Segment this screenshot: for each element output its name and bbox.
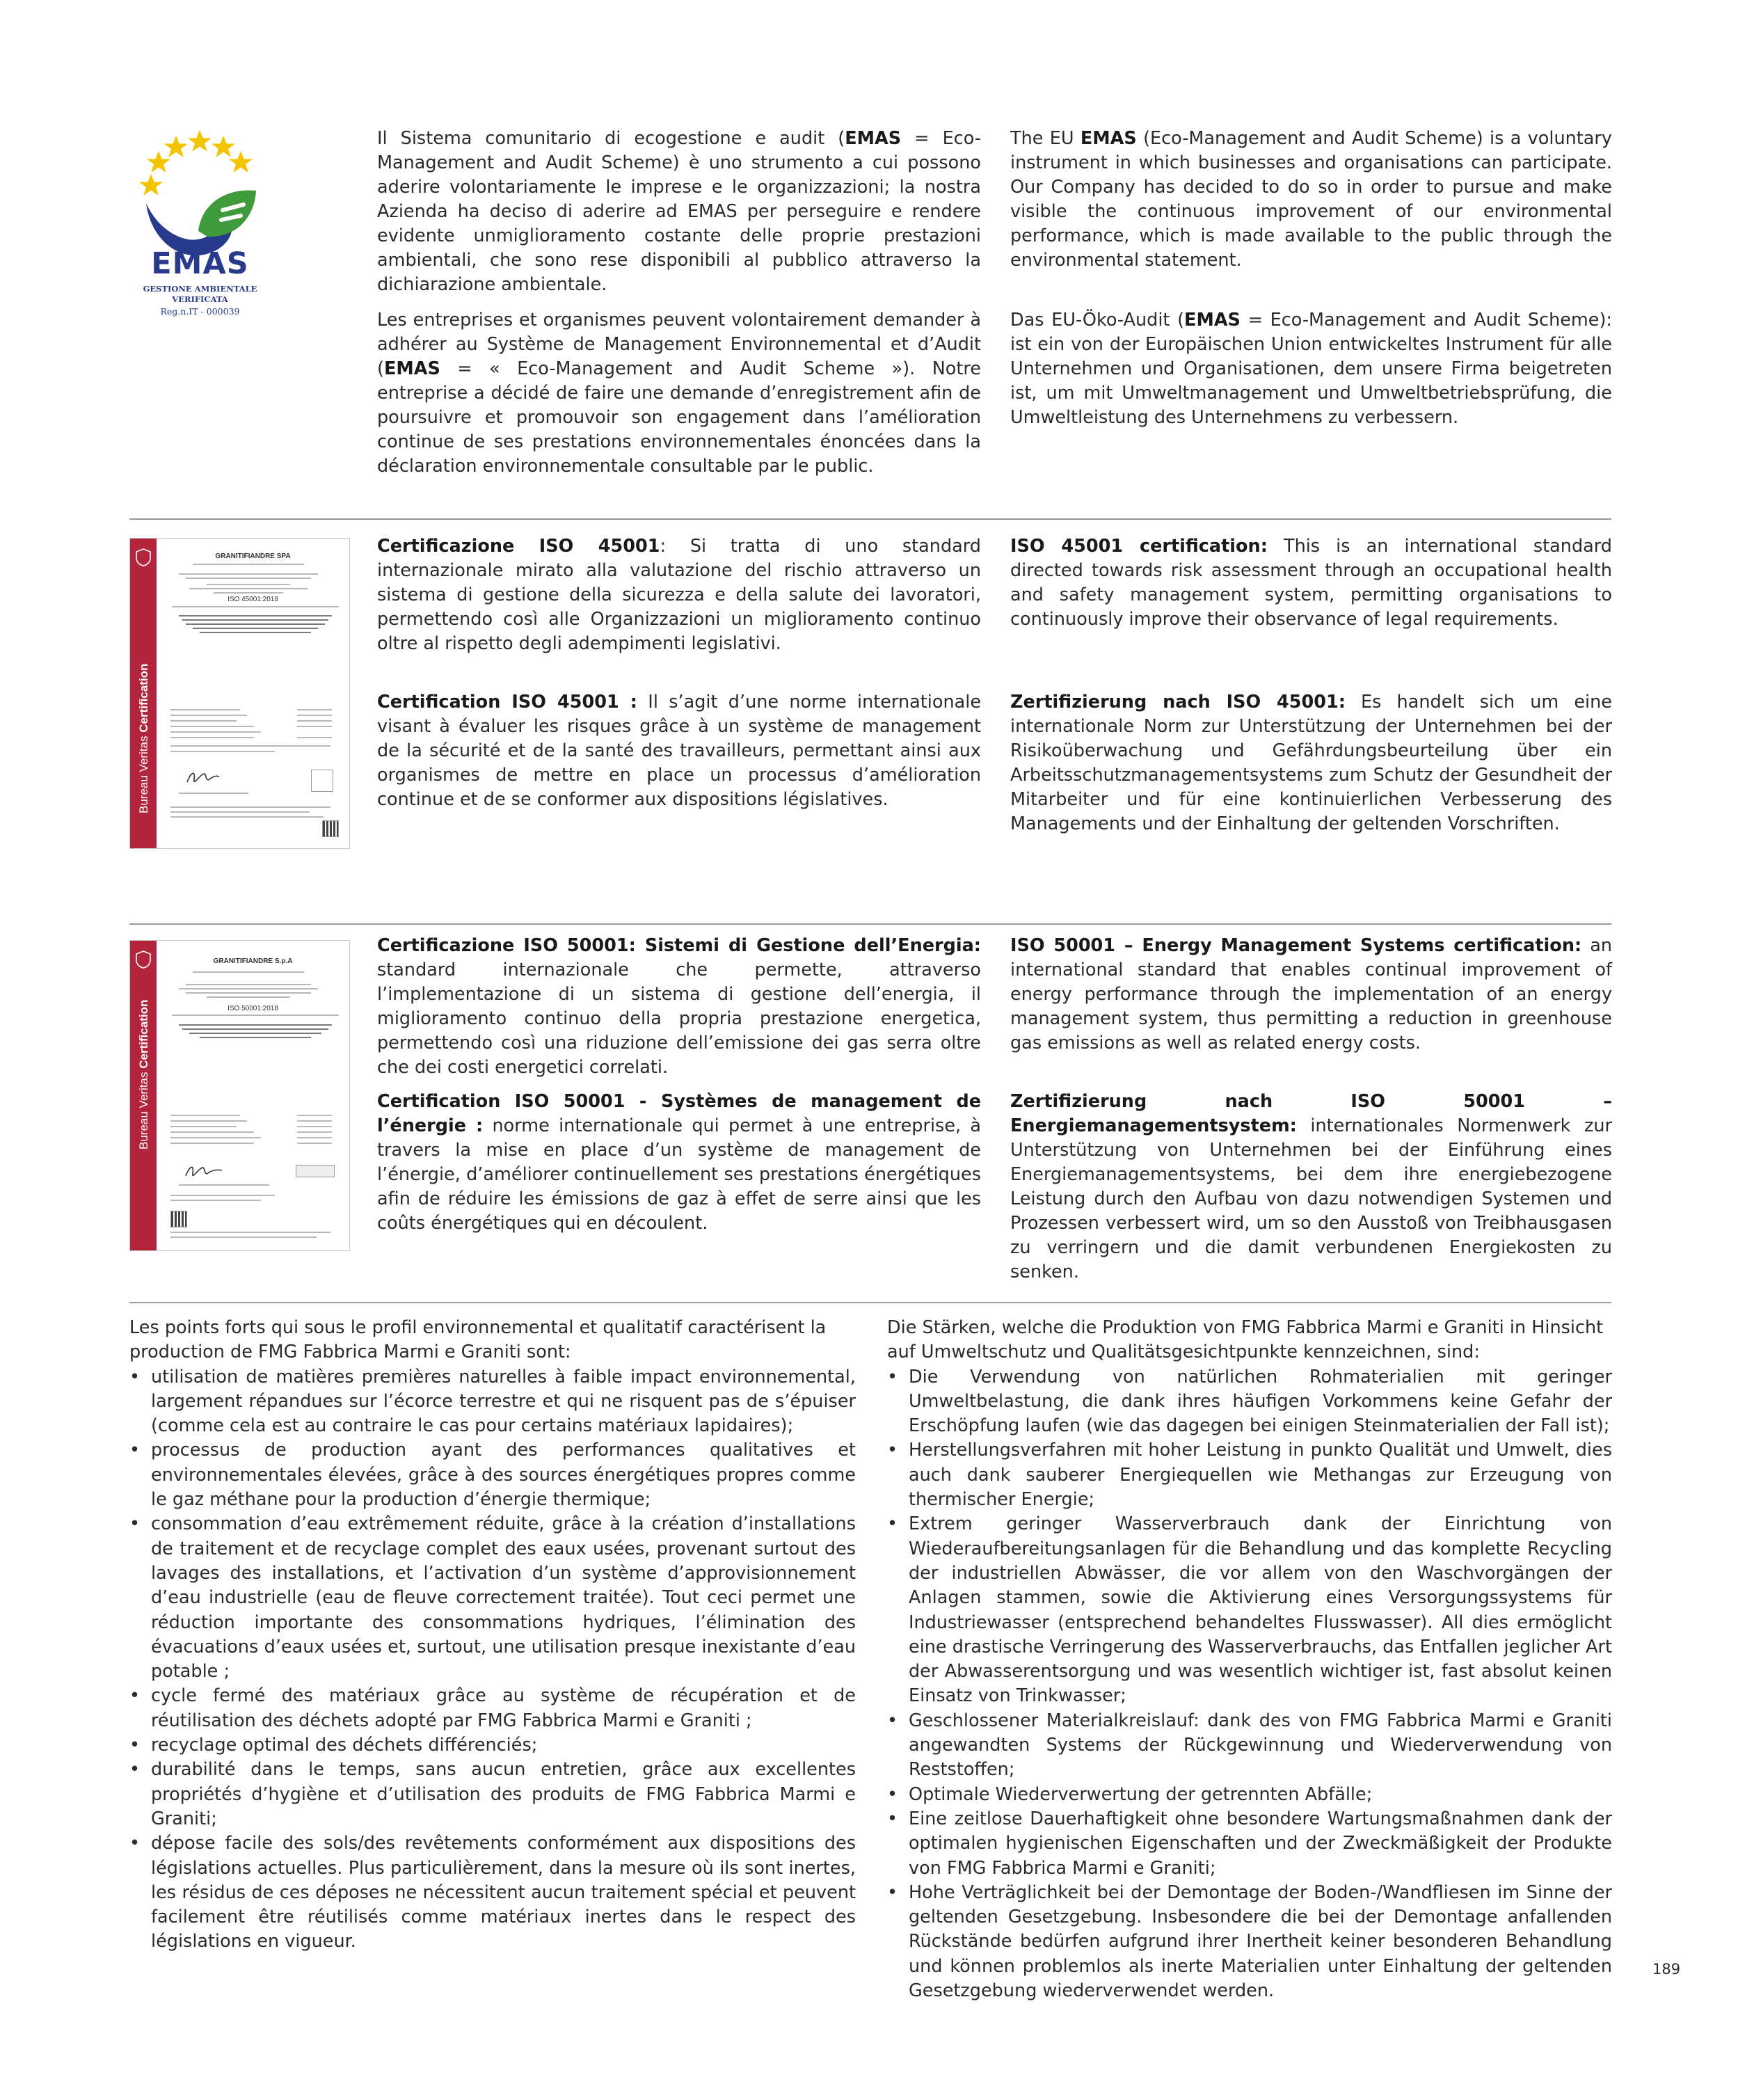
section-divider — [129, 1302, 1611, 1303]
list-item: • Hohe Verträglichkeit bei der Demontage der Boden-/Wandfliesen im Sinne der geltenden Gesetzgebung. Insbesondere die bei der Demontage anfallenden Rückstände bedürfen aufgrund ihrer Inertheit keiner besonderen Behandlung und können problemlos als inerte Materialien unter Einhaltung der geltenden Gesetzgebung wiederverwendet werden. — [887, 1881, 1612, 2003]
iso45001-text-de: Zertifizierung nach ISO 45001: Es handelt sich um eine internationale Norm zur Unterstützung der Unternehmen bei der Risikoüberwachung und Gefährdungsbeurteilung über ein Arbeitsschutzmanagementsystems zum Schutz der Gesundheit der Mitarbeiter und für eine kontinuierlichen Verbesserung des Managements und der Einhaltung der geltenden Vorschriften. — [1010, 692, 1612, 834]
bureau-veritas-seal-icon — [136, 950, 151, 969]
signature-icon — [184, 1162, 223, 1182]
list-item: • Eine zeitlose Dauerhaftigkeit ohne besondere Wartungsmaßnahmen dank der optimalen hygienischen Eigenschaften und der Zweckmäßigkeit der Produkte von FMG Fabbrica Marmi e Graniti; — [887, 1807, 1612, 1881]
certificate-standard: ISO 50001:2018 — [228, 1005, 278, 1012]
emas-text-de: Das EU-Öko-Audit (EMAS = Eco-Management and Audit Scheme): ist ein von der Europäischen Union entwickeltes Instrument für alle Unternehmen und Organisationen, dem unsere Firma beigetreten ist, um mit Umweltmanagement und Umweltbetriebsprüfung, die Umweltleistung des Unternehmens zu verbessern. — [1010, 310, 1612, 428]
strengths-de — [887, 1316, 1612, 2003]
strengths-fr — [129, 1316, 856, 1955]
list-item: • utilisation de matières premières naturelles à faible impact environnemental, largement répandues sur l’écorce terrestre et qui ne risquent pas de s’épuiser (comme cela est au contraire le cas pour certains matériaux lapidaires); — [129, 1365, 856, 1439]
certificate-company: GRANITIFIANDRE S.p.A — [213, 957, 293, 965]
strengths-fr-list — [129, 1365, 856, 1955]
signature-icon — [186, 768, 221, 788]
list-item: • recyclage optimal des déchets différenciés; — [129, 1733, 856, 1758]
list-item: • Herstellungsverfahren mit hoher Leistung in punkto Qualität und Umwelt, dies auch dank sauberer Energiequellen wie Methangas zur Erzeugung von thermischer Energie; — [887, 1438, 1612, 1512]
emas-logo — [139, 127, 261, 335]
emas-logo-line1: GESTIONE AMBIENTALE — [143, 284, 257, 294]
iso45001-text-en: ISO 45001 certification: This is an international standard directed towards risk assessment through an occupational health and safety management system, permitting organisations to continuously improve their observance of legal requirements. — [1010, 536, 1612, 630]
iso45001-certificate-image — [129, 538, 350, 849]
list-item: • cycle fermé des matériaux grâce au système de récupération et de réutilisation des déchets adopté par FMG Fabbrica Marmi e Graniti ; — [129, 1684, 856, 1733]
list-item: • Extrem geringer Wasserverbrauch dank der Einrichtung von Wiederaufbereitungsanlagen für die Behandlung und das komplette Recycling der industriellen Abwässer, die vor allem von den Waschvorgängen der Anlagen stammen, sowie die Aktivierung eines Versorgungssystems für Industriewasser (entsprechend behandeltes Flusswasser). All dies ermöglicht eine drastische Verringerung des Wasserverbrauchs, das Entfallen jeglicher Art der Abwasserentsorgung und was wesentlich wichtiger ist, fast absolut keinen Einsatz von Trinkwasser; — [887, 1512, 1612, 1708]
iso45001-text-fr: Certification ISO 45001 : Il s’agit d’une norme internationale visant à évaluer les risques grâce à un système de management de la sécurité et de la santé des travailleurs, permettant ainsi aux organismes de mettre en place un processus d’amélioration continue et de se conformer aux dispositions législatives. — [377, 692, 982, 810]
certificate-standard: ISO 45001:2018 — [228, 596, 278, 603]
list-item: • consommation d’eau extrêmement réduite, grâce à la création d’installations de traitement et de recyclage complet des eaux usées, provenant surtout des lavages des installations, et l’activation d’un système d’approvisionnement d’eau industrielle (eau de fleuve correctement traitée). Tout ceci permet une réduction importante des consommations hydriques, l’élimination des évacuations d’eaux usées et, surtout, une utilisation presque inexistante d’eau potable ; — [129, 1512, 856, 1684]
iso50001-text-fr: Certification ISO 50001 - Systèmes de management de l’énergie : norme internationale qui permet à une entreprise, à travers la mise en place d’un système de management de l’énergie, d’améliorer continuellement ses prestations énergétiques afin de réduire les émissions de gaz à effet de serre ainsi que les coûts énergétiques qui en découlent. — [377, 1091, 981, 1234]
accreditation-logo — [311, 770, 333, 792]
strengths-de-intro: Die Stärken, welche die Produktion von FMG Fabbrica Marmi e Graniti in Hinsicht auf Umweltschutz und Qualitätsgesichtpunkte kennzeichnen, sind: — [887, 1317, 1604, 1363]
section-divider — [129, 518, 1611, 520]
accreditation-logo — [296, 1165, 335, 1177]
certificate-company: GRANITIFIANDRE SPA — [215, 552, 291, 560]
iso50001-text-de: Zertifizierung nach ISO 50001 – Energiemanagementsystem: internationales Normenwerk zur Unterstützung von Unternehmen bei der Einführung eines Energiemanagementsystems, bei dem ihre energiebezogene Leistung durch den Aufbau von dazu notwendigen Systemen und Prozessen verbessert wird, um so den Ausstoß von Treibhausgasen zu verringern und die damit verbundenen Energiekosten zu senken. — [1010, 1091, 1612, 1282]
qr-code-icon — [322, 820, 339, 837]
emas-logo-title: EMAS — [151, 246, 249, 281]
bureau-veritas-seal-icon — [136, 548, 151, 566]
list-item: • Optimale Wiederverwertung der getrennten Abfälle; — [887, 1783, 1612, 1807]
iso50001-text-it: Certificazione ISO 50001: Sistemi di Gestione dell’Energia: standard internazionale che permette, attraverso l’implementazione di un sistema di gestione dell’energia, il miglioramento continuo della propria prestazione energetica, permettendo così una riduzione dell’emissione dei gas serra oltre che dei costi energetici correlati. — [377, 935, 981, 1078]
page-number: 189 — [1652, 1961, 1681, 1978]
list-item: • processus de production ayant des performances qualitatives et environnementales élevées, grâce à des sources énergétiques propres comme le gaz méthane pour la production d’énergie thermique; — [129, 1438, 856, 1512]
iso45001-text-it: Certificazione ISO 45001: Si tratta di uno standard internazionale mirato alla valutazione del rischio attraverso un sistema di gestione della sicurezza e della salute dei lavoratori, permettendo così alle Organizzazioni un miglioramento continuo oltre al rispetto degli adempimenti legislativi. — [377, 536, 981, 654]
emas-text-en: The EU EMAS (Eco-Management and Audit Scheme) is a voluntary instrument in which businesses and organisations can participate. Our Company has decided to do so in order to pursue and make visible the continuous improvement of our environmental performance, which is made available to the public through the environmental statement. — [1010, 128, 1612, 271]
list-item: • Die Verwendung von natürlichen Rohmaterialien mit geringer Umweltbelastung, die dank ihres häufigen Vorkommens keine Gefahr der Erschöpfung laufen (wie das dagegen bei einigen Steinmaterialien der Fall ist); — [887, 1365, 1612, 1439]
certificate-band-text: Bureau Veritas Certification — [137, 663, 150, 813]
strengths-fr-intro: Les points forts qui sous le profil environnemental et qualitatif caractérisent la production de FMG Fabbrica Marmi e Graniti sont: — [129, 1317, 827, 1363]
emas-logo-line2: VERIFICATA — [172, 294, 228, 304]
section-divider — [129, 923, 1611, 925]
iso50001-certificate-image — [129, 940, 350, 1251]
emas-text-fr: Les entreprises et organismes peuvent volontairement demander à adhérer au Système de Management Environnemental et d’Audit (EMAS = « Eco-Management and Audit Scheme »). Notre entreprise a décidé de faire une demande d’enregistrement afin de poursuivre et promouvoir son engagement dans l’amélioration continue de ses prestations environnementales énoncées dans la déclaration environnementale consultable par le public. — [377, 310, 981, 477]
emas-text-it: Il Sistema comunitario di ecogestione e audit (EMAS = Eco-Management and Audit Scheme) è uno strumento a cui possono aderire volontariamente le imprese e le organizzazioni; la nostra Azienda ha deciso di aderire ad EMAS per perseguire e rendere evidente unmiglioramento costante delle proprie prestazioni ambientali, che sono rese disponibili al pubblico attraverso la dichiarazione ambientale. — [377, 128, 981, 295]
strengths-de-list — [887, 1365, 1612, 2004]
emas-reg-number: Reg.n.IT - 000039 — [160, 306, 240, 317]
iso50001-text-en: ISO 50001 – Energy Management Systems certification: an international standard that enables continual improvement of energy performance through the implementation of an energy management system, thus permitting a reduction in greenhouse gas emissions as well as related energy costs. — [1010, 935, 1612, 1053]
list-item: • dépose facile des sols/des revêtements conformément aux dispositions des législations actuelles. Plus particulièrement, dans la mesure où ils sont inertes, les résidus de ces déposes ne nécessitent aucun traitement spécial et peuvent facilement être réutilisés comme matériaux inertes dans le respect des législations en vigueur. — [129, 1831, 856, 1954]
list-item: • Geschlossener Materialkreislauf: dank des von FMG Fabbrica Marmi e Graniti angewandten Systems der Rückgewinnung und Wiederverwendung von Reststoffen; — [887, 1709, 1612, 1783]
certificate-band-text: Bureau Veritas Certification — [137, 999, 150, 1150]
qr-code-icon — [170, 1211, 187, 1227]
list-item: • durabilité dans le temps, sans aucun entretien, grâce aux excellentes propriétés d’hygiène et d’utilisation des produits de FMG Fabbrica Marmi e Graniti; — [129, 1758, 856, 1831]
